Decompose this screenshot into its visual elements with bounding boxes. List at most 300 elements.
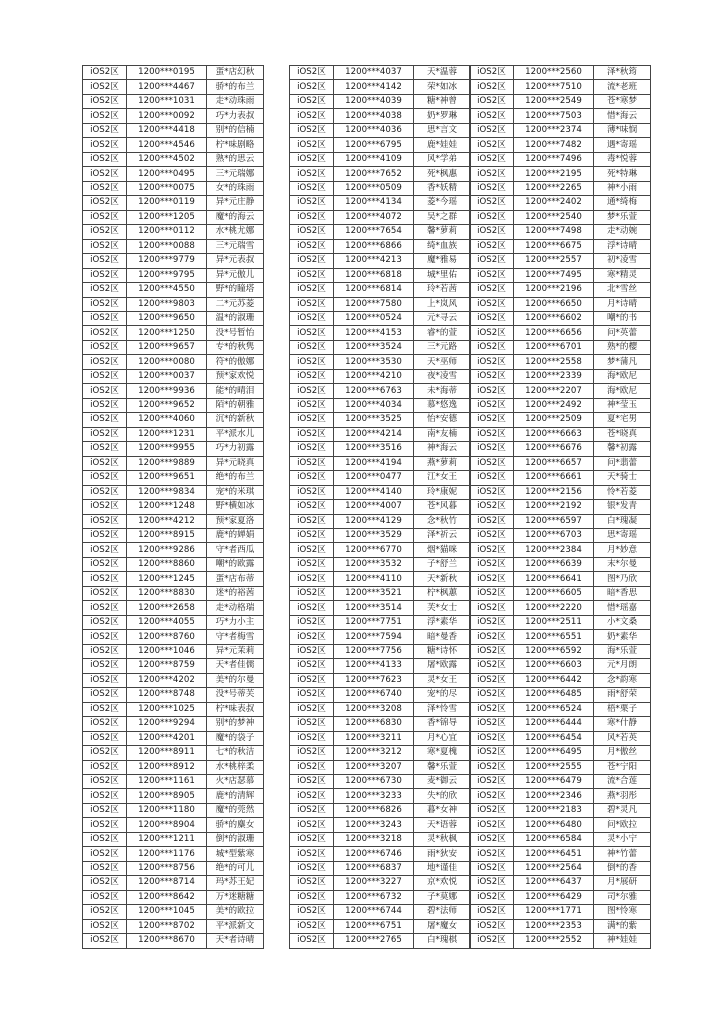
- account-cell: 1200***0112: [127, 225, 207, 239]
- table-row: [290, 254, 471, 268]
- table-row: [290, 572, 471, 586]
- nickname-cell: 暮*女神: [414, 803, 471, 817]
- server-cell: iOS2区: [290, 398, 334, 412]
- account-cell: 1200***7594: [334, 630, 414, 644]
- account-cell: 1200***4214: [334, 427, 414, 441]
- nickname-cell: 天*温蓉: [414, 66, 471, 80]
- nickname-cell: 遇*寄瑶: [594, 138, 651, 152]
- nickname-cell: 七*的秋洁: [207, 746, 264, 760]
- table-row: [83, 485, 264, 499]
- nickname-cell: 碧*法师: [414, 905, 471, 919]
- nickname-cell: 夜*凌雪: [414, 369, 471, 383]
- table-row: [83, 210, 264, 224]
- table-row: [83, 138, 264, 152]
- server-cell: iOS2区: [290, 601, 334, 615]
- account-cell: 1200***6656: [514, 326, 594, 340]
- nickname-cell: 沉*的新秋: [207, 413, 264, 427]
- table-row: [470, 254, 651, 268]
- table-row: [83, 427, 264, 441]
- account-cell: 1200***6641: [514, 572, 594, 586]
- account-cell: 1200***3207: [334, 760, 414, 774]
- nickname-cell: 苍*风暮: [414, 500, 471, 514]
- account-cell: 1200***8760: [127, 630, 207, 644]
- table-row: [290, 630, 471, 644]
- nickname-cell: 浮*素华: [414, 615, 471, 629]
- account-cell: 1200***6770: [334, 543, 414, 557]
- account-cell: 1200***6676: [514, 442, 594, 456]
- account-cell: 1200***9803: [127, 297, 207, 311]
- account-cell: 1200***9657: [127, 340, 207, 354]
- server-cell: iOS2区: [470, 109, 514, 123]
- table-row: [470, 876, 651, 890]
- table-row: [83, 586, 264, 600]
- account-cell: 1200***9889: [127, 456, 207, 470]
- table-row: [290, 644, 471, 658]
- table-row: [83, 326, 264, 340]
- server-cell: iOS2区: [470, 919, 514, 933]
- nickname-cell: 梦*乐萱: [594, 210, 651, 224]
- server-cell: iOS2区: [470, 210, 514, 224]
- server-cell: iOS2区: [83, 673, 127, 687]
- server-cell: iOS2区: [470, 254, 514, 268]
- server-cell: iOS2区: [83, 717, 127, 731]
- account-cell: 1200***1176: [127, 847, 207, 861]
- table-row: [290, 774, 471, 788]
- account-cell: 1200***1025: [127, 702, 207, 716]
- table-row: [83, 94, 264, 108]
- server-cell: iOS2区: [470, 514, 514, 528]
- nickname-cell: 元*月朗: [594, 659, 651, 673]
- table-row: [290, 413, 471, 427]
- table-row: [470, 471, 651, 485]
- server-cell: iOS2区: [290, 644, 334, 658]
- account-cell: 1200***6650: [514, 297, 594, 311]
- account-cell: 1200***2384: [514, 543, 594, 557]
- account-cell: 1200***6479: [514, 774, 594, 788]
- server-cell: iOS2区: [290, 789, 334, 803]
- server-cell: iOS2区: [290, 557, 334, 571]
- table-row: [470, 789, 651, 803]
- account-cell: 1200***6480: [514, 818, 594, 832]
- table-row: [290, 326, 471, 340]
- account-cell: 1200***6663: [514, 427, 594, 441]
- account-cell: 1200***2552: [514, 934, 594, 948]
- table-row: [470, 760, 651, 774]
- account-cell: 1200***2557: [514, 254, 594, 268]
- nickname-cell: 鹿*娃娃: [414, 138, 471, 152]
- account-cell: 1200***4212: [127, 514, 207, 528]
- nickname-cell: 月*诗晴: [594, 297, 651, 311]
- account-cell: 1200***0088: [127, 239, 207, 253]
- server-cell: iOS2区: [290, 630, 334, 644]
- nickname-cell: 骄*的麋女: [207, 818, 264, 832]
- nickname-cell: 死*枫惠: [414, 167, 471, 181]
- nickname-cell: 专*的秋隽: [207, 340, 264, 354]
- nickname-cell: 水*桃尤娜: [207, 225, 264, 239]
- table-row: [290, 760, 471, 774]
- server-cell: iOS2区: [83, 167, 127, 181]
- table-row: [470, 268, 651, 282]
- server-cell: iOS2区: [83, 586, 127, 600]
- server-cell: iOS2区: [470, 340, 514, 354]
- nickname-cell: 天*者诗晴: [207, 934, 264, 948]
- account-cell: 1200***2558: [514, 355, 594, 369]
- account-cell: 1200***6444: [514, 717, 594, 731]
- nickname-cell: 问*翡蕾: [594, 456, 651, 470]
- nickname-cell: 城*里佑: [414, 268, 471, 282]
- server-cell: iOS2区: [290, 297, 334, 311]
- server-cell: iOS2区: [83, 66, 127, 80]
- server-cell: iOS2区: [470, 123, 514, 137]
- table-row: [290, 80, 471, 94]
- server-cell: iOS2区: [290, 702, 334, 716]
- table-row: [290, 225, 471, 239]
- table-row: [470, 905, 651, 919]
- server-cell: iOS2区: [83, 876, 127, 890]
- nickname-cell: 思*寄瑶: [594, 529, 651, 543]
- nickname-cell: 巧*力初露: [207, 442, 264, 456]
- server-cell: iOS2区: [290, 283, 334, 297]
- account-cell: 1200***1231: [127, 427, 207, 441]
- account-cell: 1200***7756: [334, 644, 414, 658]
- server-cell: iOS2区: [83, 485, 127, 499]
- server-cell: iOS2区: [83, 630, 127, 644]
- table-row: [470, 340, 651, 354]
- nickname-cell: 馨*乐萱: [414, 760, 471, 774]
- server-cell: iOS2区: [83, 297, 127, 311]
- server-cell: iOS2区: [83, 268, 127, 282]
- server-cell: iOS2区: [470, 283, 514, 297]
- nickname-cell: 柠*味表叔: [207, 702, 264, 716]
- account-cell: 1200***7652: [334, 167, 414, 181]
- table-row: [290, 890, 471, 904]
- server-cell: iOS2区: [470, 601, 514, 615]
- nickname-cell: 白*瑰棋: [414, 934, 471, 948]
- nickname-cell: 走*动格瑞: [207, 601, 264, 615]
- table-row: [290, 369, 471, 383]
- nickname-cell: 荣*如冰: [414, 80, 471, 94]
- nickname-cell: 燕*萝莉: [414, 456, 471, 470]
- server-cell: iOS2区: [83, 369, 127, 383]
- account-cell: 1200***9936: [127, 384, 207, 398]
- server-cell: iOS2区: [290, 717, 334, 731]
- account-cell: 1200***2220: [514, 601, 594, 615]
- table-row: [470, 297, 651, 311]
- server-cell: iOS2区: [83, 471, 127, 485]
- nickname-cell: 子*舒兰: [414, 557, 471, 571]
- server-cell: iOS2区: [470, 876, 514, 890]
- table-row: [290, 514, 471, 528]
- account-cell: 1200***9652: [127, 398, 207, 412]
- account-cell: 1200***6602: [514, 311, 594, 325]
- server-cell: iOS2区: [470, 167, 514, 181]
- nickname-cell: 夏*宅男: [594, 413, 651, 427]
- table-row: [83, 297, 264, 311]
- account-cell: 1200***2509: [514, 413, 594, 427]
- server-cell: iOS2区: [470, 572, 514, 586]
- nickname-cell: 薄*味悯: [594, 123, 651, 137]
- nickname-cell: 柠*味剧略: [207, 138, 264, 152]
- account-cell: 1200***8905: [127, 789, 207, 803]
- account-cell: 1200***4109: [334, 152, 414, 166]
- nickname-cell: 神*竹蕾: [594, 847, 651, 861]
- account-cell: 1200***8759: [127, 659, 207, 673]
- server-cell: iOS2区: [83, 442, 127, 456]
- account-cell: 1200***6429: [514, 890, 594, 904]
- server-cell: iOS2区: [290, 254, 334, 268]
- table-row: [470, 181, 651, 195]
- server-cell: iOS2区: [290, 847, 334, 861]
- account-cell: 1200***9651: [127, 471, 207, 485]
- server-cell: iOS2区: [290, 659, 334, 673]
- server-cell: iOS2区: [470, 818, 514, 832]
- server-cell: iOS2区: [83, 905, 127, 919]
- nickname-cell: 流*老班: [594, 80, 651, 94]
- nickname-cell: 屠*欧露: [414, 659, 471, 673]
- account-cell: 1200***4038: [334, 109, 414, 123]
- server-cell: iOS2区: [290, 225, 334, 239]
- server-cell: iOS2区: [83, 572, 127, 586]
- nickname-cell: 念*韵寒: [594, 673, 651, 687]
- nickname-cell: 异*元表叔: [207, 254, 264, 268]
- account-cell: 1200***4153: [334, 326, 414, 340]
- account-cell: 1200***4550: [127, 283, 207, 297]
- table-row: [83, 283, 264, 297]
- nickname-cell: 雨*狄安: [414, 847, 471, 861]
- nickname-cell: 吴*之群: [414, 210, 471, 224]
- nickname-cell: 玛*苏王妃: [207, 876, 264, 890]
- nickname-cell: 守*者梅雪: [207, 630, 264, 644]
- server-cell: iOS2区: [290, 384, 334, 398]
- table-row: [83, 919, 264, 933]
- table-row: [470, 514, 651, 528]
- table-row: [83, 384, 264, 398]
- server-cell: iOS2区: [290, 413, 334, 427]
- table-row: [470, 717, 651, 731]
- account-cell: 1200***0092: [127, 109, 207, 123]
- nickname-cell: 海*乐萱: [594, 644, 651, 658]
- nickname-cell: 蛋*店幻秋: [207, 66, 264, 80]
- nickname-cell: 玲*若茜: [414, 283, 471, 297]
- account-cell: 1200***1180: [127, 803, 207, 817]
- account-cell: 1200***4201: [127, 731, 207, 745]
- table-row: [470, 225, 651, 239]
- table-row: [83, 80, 264, 94]
- account-cell: 1200***1205: [127, 210, 207, 224]
- server-cell: iOS2区: [470, 832, 514, 846]
- nickname-cell: 烟*猫咪: [414, 543, 471, 557]
- server-cell: iOS2区: [290, 138, 334, 152]
- account-cell: 1200***3211: [334, 731, 414, 745]
- server-cell: iOS2区: [470, 384, 514, 398]
- account-cell: 1200***6746: [334, 847, 414, 861]
- nickname-cell: 小*文桑: [594, 615, 651, 629]
- table-row: [83, 746, 264, 760]
- server-cell: iOS2区: [290, 832, 334, 846]
- table-row: [83, 832, 264, 846]
- table-row: [290, 876, 471, 890]
- server-cell: iOS2区: [83, 702, 127, 716]
- table-row: [470, 311, 651, 325]
- account-cell: 1200***8670: [127, 934, 207, 948]
- account-cell: 1200***1248: [127, 500, 207, 514]
- nickname-cell: 白*瑰凝: [594, 514, 651, 528]
- account-cell: 1200***6584: [514, 832, 594, 846]
- server-cell: iOS2区: [83, 427, 127, 441]
- nickname-cell: 浮*诗晴: [594, 239, 651, 253]
- table-row: [290, 138, 471, 152]
- server-cell: iOS2区: [290, 210, 334, 224]
- nickname-cell: 泽*祈云: [414, 529, 471, 543]
- nickname-cell: 海*欧尼: [594, 384, 651, 398]
- nickname-cell: 麦*御云: [414, 774, 471, 788]
- server-cell: iOS2区: [83, 123, 127, 137]
- table-row: [470, 283, 651, 297]
- table-row: [83, 109, 264, 123]
- table-row: [83, 934, 264, 948]
- nickname-cell: 苍*寒梦: [594, 94, 651, 108]
- table-row: [470, 398, 651, 412]
- nickname-cell: 问*英蕾: [594, 326, 651, 340]
- nickname-cell: 海*欧尼: [594, 369, 651, 383]
- account-cell: 1200***4134: [334, 196, 414, 210]
- table-row: [83, 760, 264, 774]
- nickname-cell: 蛋*店布蒂: [207, 572, 264, 586]
- nickname-cell: 梧*栗子: [594, 702, 651, 716]
- account-cell: 1200***2492: [514, 398, 594, 412]
- account-cell: 1200***4546: [127, 138, 207, 152]
- nickname-cell: 能*的晴泪: [207, 384, 264, 398]
- nickname-cell: 柠*枫蕙: [414, 586, 471, 600]
- account-cell: 1200***6605: [514, 586, 594, 600]
- table-row: [470, 210, 651, 224]
- server-cell: iOS2区: [290, 326, 334, 340]
- server-cell: iOS2区: [470, 615, 514, 629]
- account-cell: 1200***9286: [127, 543, 207, 557]
- account-cell: 1200***6826: [334, 803, 414, 817]
- server-cell: iOS2区: [470, 485, 514, 499]
- server-cell: iOS2区: [290, 369, 334, 383]
- server-cell: iOS2区: [290, 514, 334, 528]
- nickname-cell: 二*元苏菱: [207, 297, 264, 311]
- nickname-cell: 魔*雅易: [414, 254, 471, 268]
- table-row: [470, 861, 651, 875]
- account-cell: 1200***0477: [334, 471, 414, 485]
- table-row: [470, 890, 651, 904]
- nickname-cell: 美*的欧拉: [207, 905, 264, 919]
- nickname-cell: 火*店瑟慕: [207, 774, 264, 788]
- nickname-cell: 三*元瑞娜: [207, 167, 264, 181]
- nickname-cell: 巧*力小主: [207, 615, 264, 629]
- nickname-cell: 野*的瞳塔: [207, 283, 264, 297]
- table-row: [290, 688, 471, 702]
- server-cell: iOS2区: [83, 919, 127, 933]
- server-cell: iOS2区: [83, 644, 127, 658]
- table-row: [83, 268, 264, 282]
- server-cell: iOS2区: [83, 529, 127, 543]
- account-cell: 1200***6661: [514, 471, 594, 485]
- account-cell: 1200***4036: [334, 123, 414, 137]
- table-row: [83, 630, 264, 644]
- account-cell: 1200***1046: [127, 644, 207, 658]
- table-row: [290, 123, 471, 137]
- server-cell: iOS2区: [290, 485, 334, 499]
- nickname-cell: 司*尔雅: [594, 890, 651, 904]
- table-row: [470, 500, 651, 514]
- account-cell: 1200***7510: [514, 80, 594, 94]
- table-row: [290, 109, 471, 123]
- account-cell: 1200***6740: [334, 688, 414, 702]
- server-cell: iOS2区: [470, 702, 514, 716]
- server-cell: iOS2区: [290, 311, 334, 325]
- server-cell: iOS2区: [470, 398, 514, 412]
- nickname-cell: 女*的珠雨: [207, 181, 264, 195]
- nickname-cell: 奶*素华: [594, 630, 651, 644]
- nickname-cell: 南*友楠: [414, 427, 471, 441]
- nickname-cell: 苍*宁阳: [594, 760, 651, 774]
- server-cell: iOS2区: [470, 442, 514, 456]
- nickname-cell: 天*新秋: [414, 572, 471, 586]
- table-row: [290, 731, 471, 745]
- server-cell: iOS2区: [290, 774, 334, 788]
- nickname-cell: 寒*精灵: [594, 268, 651, 282]
- account-cell: 1200***3516: [334, 442, 414, 456]
- account-cell: 1200***2549: [514, 94, 594, 108]
- account-cell: 1200***1211: [127, 832, 207, 846]
- nickname-cell: 嘲*的欧露: [207, 557, 264, 571]
- table-row: [470, 832, 651, 846]
- nickname-cell: 水*桃梓柔: [207, 760, 264, 774]
- server-cell: iOS2区: [83, 890, 127, 904]
- table-row: [470, 803, 651, 817]
- account-cell: 1200***6603: [514, 659, 594, 673]
- nickname-cell: 惜*海云: [594, 109, 651, 123]
- nickname-cell: 寒*夏槐: [414, 746, 471, 760]
- server-cell: iOS2区: [290, 152, 334, 166]
- table-row: [470, 456, 651, 470]
- account-cell: 1200***6732: [334, 890, 414, 904]
- server-cell: iOS2区: [83, 543, 127, 557]
- nickname-cell: 末*尔曼: [594, 557, 651, 571]
- table-row: [83, 500, 264, 514]
- server-cell: iOS2区: [470, 413, 514, 427]
- nickname-cell: 惜*瑶嘉: [594, 601, 651, 615]
- table-row: [470, 529, 651, 543]
- nickname-cell: 图*乃欣: [594, 572, 651, 586]
- account-cell: 1200***6639: [514, 557, 594, 571]
- table-row: [470, 702, 651, 716]
- account-cell: 1200***1250: [127, 326, 207, 340]
- table-row: [470, 442, 651, 456]
- table-row: [470, 688, 651, 702]
- account-cell: 1200***2564: [514, 861, 594, 875]
- account-cell: 1200***4213: [334, 254, 414, 268]
- nickname-cell: 异*元茉莉: [207, 644, 264, 658]
- table-row: [290, 210, 471, 224]
- table-row: [83, 861, 264, 875]
- nickname-cell: 嘲*的书: [594, 311, 651, 325]
- table-row: [83, 543, 264, 557]
- table-row: [83, 355, 264, 369]
- table-row: [83, 717, 264, 731]
- server-cell: iOS2区: [83, 239, 127, 253]
- account-cell: 1200***6703: [514, 529, 594, 543]
- table-row: [470, 919, 651, 933]
- table-row: [290, 673, 471, 687]
- server-cell: iOS2区: [290, 688, 334, 702]
- table-row: [470, 66, 651, 80]
- nickname-cell: 北*雪丝: [594, 283, 651, 297]
